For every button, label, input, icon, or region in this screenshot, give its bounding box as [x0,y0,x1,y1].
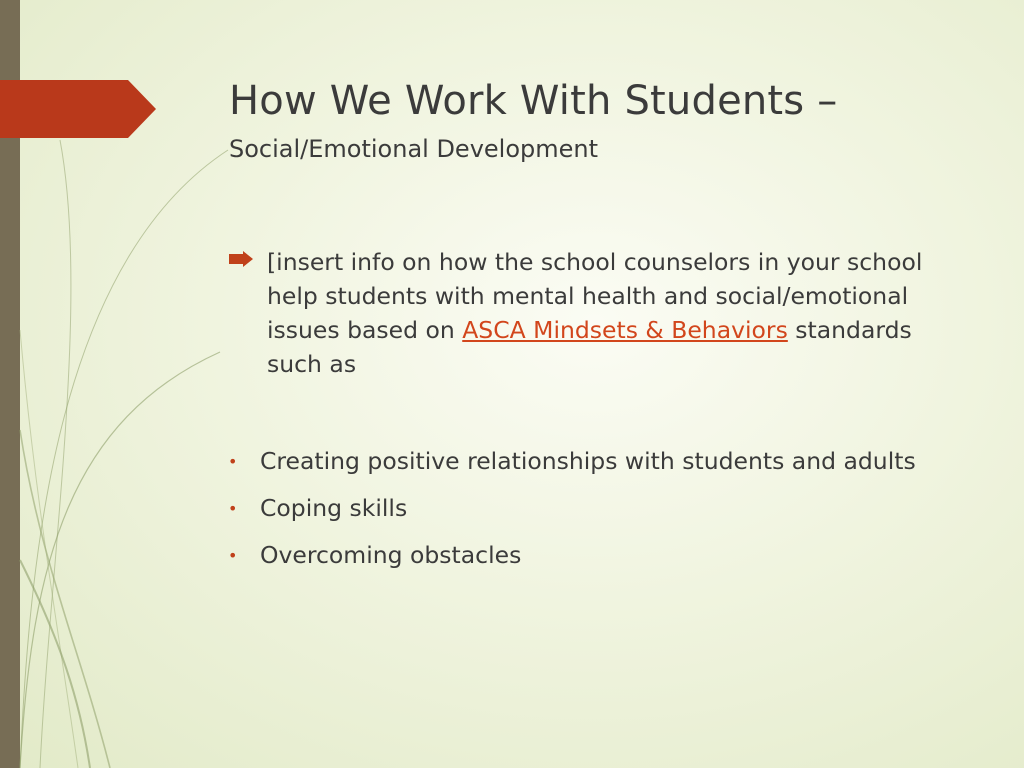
bullet-dot-icon: • [228,452,238,471]
list-item-text: Creating positive relationships with students and adults [260,447,916,475]
main-bullet-text [267,245,949,381]
list-item [225,539,965,572]
list-item-text: Coping skills [260,494,408,522]
list-item-text: Overcoming obstacles [260,541,522,569]
accent-arrow-shape [0,80,156,138]
main-bullet-item [229,245,949,381]
slide-subtitle: Social/Emotional Development [229,135,599,163]
list-item [225,445,965,478]
main-text-before: [insert info on how the school counselors in your school help students with mental health and social/emotional issues based on [267,248,923,344]
sub-bullet-list [225,445,965,586]
main-text-after: standards such as [267,316,912,378]
arrow-bullet-icon [229,251,253,267]
list-item [225,492,965,525]
bullet-dot-icon: • [228,499,238,518]
asca-mindsets-link[interactable]: ASCA Mindsets & Behaviors [462,316,788,344]
slide-title: How We Work With Students – [229,78,838,124]
bullet-dot-icon: • [228,546,238,565]
